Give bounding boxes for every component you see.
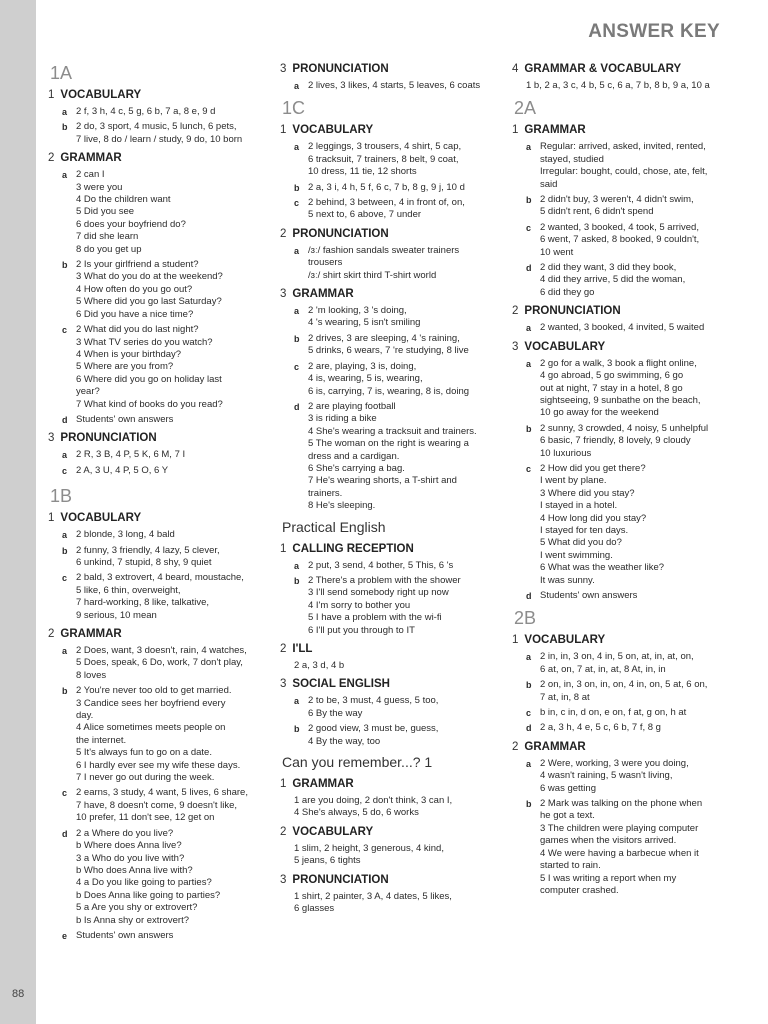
section-title: GRAMMAR	[524, 124, 586, 137]
section-number: 3	[280, 63, 287, 75]
answer-item	[294, 197, 496, 222]
section-heading	[48, 151, 264, 166]
section-heading	[280, 825, 496, 840]
answer-section	[280, 62, 496, 92]
section-title: PRONUNCIATION	[292, 873, 389, 886]
page-title: ANSWER KEY	[588, 21, 720, 42]
item-label: b	[526, 680, 532, 691]
item-text: b in, c in, d on, e on, f at, g on, h at	[540, 707, 687, 719]
unit-heading: 1C	[282, 98, 306, 119]
item-text: 2 good view, 3 must be, guess, 4 By the way, too	[308, 723, 439, 747]
item-label: d	[526, 263, 532, 274]
item-text: 2 wanted, 3 booked, 4 took, 5 arrived, 6 went, 7 asked, 8 booked, 9 couldn't, 10 went	[540, 221, 700, 258]
section-number: 3	[280, 678, 287, 691]
item-text: 2 Does, want, 3 doesn't, rain, 4 watches, 5 Does, speak, 6 Do, work, 7 don't play, 8 loves	[76, 645, 247, 681]
section-title: VOCABULARY	[524, 634, 606, 647]
answer-item	[526, 358, 726, 420]
section-heading	[280, 873, 496, 888]
answer-item	[526, 707, 726, 719]
item-text: /ɜː/ fashion sandals sweater trainers trousers /ɜː/ shirt skirt third T-shirt world	[308, 244, 460, 281]
section-heading	[512, 62, 726, 77]
item-label: c	[526, 708, 532, 719]
answer-section	[512, 740, 726, 897]
answer-item	[294, 361, 496, 398]
item-label: b	[62, 260, 68, 271]
answer-section	[512, 304, 726, 334]
answer-item	[294, 560, 496, 572]
answer-item	[294, 245, 496, 282]
section-title: PRONUNCIATION	[60, 432, 157, 445]
item-text: 2 to be, 3 must, 4 guess, 5 too, 6 By the way	[308, 695, 439, 719]
answer-item	[526, 463, 726, 587]
answer-section	[48, 431, 264, 477]
section-title: GRAMMAR	[60, 628, 122, 640]
answer-section	[48, 151, 264, 426]
answer-section	[280, 287, 496, 513]
answer-item	[526, 194, 726, 219]
item-text: 2 behind, 3 between, 4 in front of, on, 5 next to, 6 above, 7 under	[308, 197, 465, 221]
answer-section	[280, 642, 496, 672]
item-text: Students' own answers	[540, 590, 638, 601]
item-text: 2 are, playing, 3 is, doing, 4 is, wearing, 5 is, wearing, 6 is, carrying, 7 is, wearing, 8 is, doing	[308, 360, 470, 397]
item-label: c	[526, 463, 532, 474]
answer-section	[512, 340, 726, 603]
answer-item	[526, 141, 726, 191]
item-label: a	[526, 358, 532, 369]
section-title: VOCABULARY	[60, 512, 142, 525]
item-label: a	[294, 696, 300, 707]
item-text: 2 You're never too old to get married. 3 Candice sees her boyfriend every day. 4 Alice sometimes meets people on the internet. 5 It's always fun to go on a date. 6 I hardly ever see my wife these days. 7 I never go out during the week.	[76, 685, 241, 784]
item-label: c	[62, 788, 68, 799]
section-number: 3	[48, 432, 55, 445]
section-number: 3	[280, 873, 287, 886]
section-heading	[512, 740, 726, 755]
item-text: 2 in, in, 3 on, 4 in, 5 on, at, in, at, on, 6 at, on, 7 at, in, at, 8 At, in, in	[540, 651, 694, 675]
item-label: c	[62, 465, 68, 476]
item-text: 2 didn't buy, 3 weren't, 4 didn't swim, 5 didn't rent, 6 didn't spend	[540, 194, 694, 218]
section-heading	[48, 511, 264, 526]
item-text: Students' own answers	[76, 413, 174, 425]
answer-item	[62, 930, 264, 942]
answer-section	[512, 123, 726, 299]
answer-item	[294, 80, 496, 92]
item-label: a	[294, 81, 300, 91]
answer-item	[294, 723, 496, 748]
item-label: a	[62, 646, 68, 656]
section-number: 2	[48, 628, 55, 640]
section-heading	[280, 62, 496, 77]
item-text: 2 go for a walk, 3 book a flight online, 4 go abroad, 5 go swimming, 6 go out at night, 7 stay in a hotel, 8 go sightseeing, 9 sunbathe on the beach, 10 go away for the weekend	[540, 357, 701, 419]
item-text: 2 There's a problem with the shower 3 I'll send somebody right up now 4 I'm sorry to bother you 5 I have a problem with the wi-fi 6 I'll put you through to IT	[308, 574, 461, 636]
column-2	[280, 62, 496, 920]
answer-item	[526, 679, 726, 704]
answer-section	[280, 873, 496, 916]
item-label: a	[294, 245, 300, 256]
answer-item	[62, 324, 264, 411]
item-text: 2 bald, 3 extrovert, 4 beard, moustache, 5 like, 6 thin, overweight, 7 hard-working, 8 like, talkative, 9 serious, 10 mean	[76, 572, 244, 621]
answer-item	[526, 722, 726, 734]
section-heading	[280, 227, 496, 242]
item-text: 2 can I 3 were you 4 Do the children want 5 Did you see 6 does your boyfriend do? 7 did she learn 8 do you get up	[76, 169, 186, 255]
answer-item	[62, 572, 264, 622]
item-text: 2 a, 3 i, 4 h, 5 f, 6 c, 7 b, 8 g, 9 j, 10 d	[308, 181, 465, 193]
page-number: 88	[12, 988, 25, 1000]
answer-section	[280, 542, 496, 637]
section-number: 2	[512, 305, 519, 318]
item-text: Students' own answers	[76, 929, 174, 941]
item-label: e	[62, 930, 68, 941]
section-heading	[280, 642, 496, 657]
item-label: b	[294, 182, 300, 193]
answer-section	[48, 88, 264, 146]
answer-item	[62, 106, 264, 118]
item-text: 2 lives, 3 likes, 4 starts, 5 leaves, 6 coats	[308, 80, 481, 91]
unit-heading: 1A	[50, 63, 73, 83]
item-text: 2 a Where do you live? b Where does Anna live? 3 a Who do you live with? b Who does Anna live with? 4 a Do you like going to parties? b Does Anna like going to parties? 5 a Are you shy or extrovert? b Is Anna shy or extrovert?	[76, 827, 221, 926]
section-title: VOCABULARY	[60, 89, 142, 101]
section-title: CALLING RECEPTION	[292, 542, 414, 555]
answer-item	[62, 645, 264, 682]
section-title: PRONUNCIATION	[292, 227, 389, 240]
section-title: GRAMMAR	[292, 288, 354, 301]
section-number: 2	[280, 227, 287, 240]
item-text: 2 blonde, 3 long, 4 bald	[76, 529, 175, 541]
item-text: 2 do, 3 sport, 4 music, 5 lunch, 6 pets, 7 live, 8 do / learn / study, 9 do, 10 born	[76, 121, 243, 145]
section-number: 2	[280, 643, 287, 655]
section-heading	[48, 627, 264, 642]
item-label: d	[62, 414, 68, 425]
unit-heading: 1B	[50, 486, 73, 507]
answer-item	[526, 222, 726, 259]
item-label: b	[62, 122, 68, 133]
section-heading	[512, 304, 726, 319]
item-label: b	[62, 686, 68, 697]
section-heading	[48, 431, 264, 446]
answer-item	[526, 423, 726, 460]
item-label: a	[526, 758, 532, 769]
answer-text: 1 b, 2 a, 3 c, 4 b, 5 c, 6 a, 7 b, 8 b, 9 a, 10 a	[526, 80, 710, 91]
answer-item	[526, 758, 726, 795]
item-label: b	[294, 724, 300, 735]
section-title: SOCIAL ENGLISH	[292, 678, 390, 691]
item-label: a	[62, 530, 68, 541]
section-heading	[280, 677, 496, 692]
item-text: 2 R, 3 B, 4 P, 5 K, 6 M, 7 I	[76, 449, 186, 461]
answer-text: 1 shirt, 2 painter, 3 A, 4 dates, 5 likes, 6 glasses	[294, 890, 452, 915]
section-number: 3	[280, 288, 287, 301]
answer-item	[294, 333, 496, 358]
section-number: 4	[512, 63, 519, 75]
item-text: 2 A, 3 U, 4 P, 5 O, 6 Y	[76, 464, 169, 476]
answer-item	[62, 787, 264, 824]
answer-item	[526, 262, 726, 299]
item-text: 2 on, in, 3 on, in, on, 4 in, on, 5 at, 6 on, 7 at, in, 8 at	[540, 679, 708, 703]
answer-item	[526, 322, 726, 334]
item-label: c	[294, 198, 300, 209]
section-title: VOCABULARY	[292, 825, 374, 838]
item-text: 2 sunny, 3 crowded, 4 noisy, 5 unhelpful 6 basic, 7 friendly, 8 lovely, 9 cloudy 10 luxurious	[540, 422, 709, 459]
item-text: 2 are playing football 3 is riding a bike 4 She's wearing a tracksuit and trainers. 5 The woman on the right is wearing a dress and a cardigan. 6 She's carrying a bag. 7 He's wearing shorts, a T-shirt and trainers. 8 He's sleeping.	[308, 400, 477, 512]
answer-item	[62, 545, 264, 570]
item-text: 2 'm looking, 3 's doing, 4 's wearing, 5 isn't smiling	[308, 305, 421, 329]
section-heading	[512, 633, 726, 648]
item-text: 2 drives, 3 are sleeping, 4 's raining, 5 drinks, 6 wears, 7 're studying, 8 live	[308, 332, 469, 357]
item-label: a	[62, 107, 68, 117]
answer-text: 1 are you doing, 2 don't think, 3 can I, 4 She's always, 5 do, 6 works	[294, 795, 453, 819]
answer-item	[526, 590, 726, 602]
answer-item	[294, 305, 496, 330]
item-text: 2 did they want, 3 did they book, 4 did they arrive, 5 did the woman, 6 did they go	[540, 262, 686, 298]
item-label: d	[294, 401, 300, 412]
item-text: 2 What did you do last night? 3 What TV series do you watch? 4 When is your birthday? 5 Where are you from? 6 Where did you go on holiday last year? 7 What kind of books do you read?	[76, 324, 223, 410]
section-number: 2	[48, 152, 55, 165]
section-number: 3	[512, 340, 519, 353]
item-text: 2 Is your girlfriend a student? 3 What do you do at the weekend? 4 How often do you go out? 5 Where did you go last Saturday? 6 Did you have a nice time?	[76, 259, 223, 320]
answer-item	[294, 401, 496, 513]
section-number: 2	[280, 825, 287, 838]
item-label: b	[62, 545, 68, 556]
section-heading	[280, 287, 496, 302]
section-title: GRAMMAR	[60, 152, 122, 165]
answer-section	[280, 677, 496, 748]
answer-item	[62, 414, 264, 426]
section-number: 1	[48, 89, 55, 101]
answer-item	[62, 259, 264, 321]
unit-heading: 2A	[514, 98, 537, 119]
item-label: a	[62, 450, 68, 461]
section-number: 2	[512, 740, 519, 753]
item-label: a	[294, 142, 300, 153]
page-margin-strip	[0, 0, 36, 1024]
answer-item	[294, 141, 496, 178]
answer-section	[512, 633, 726, 734]
section-number: 1	[512, 634, 519, 647]
answer-item	[526, 798, 726, 897]
answer-item	[62, 121, 264, 146]
answer-section	[280, 227, 496, 282]
section-heading	[280, 542, 496, 557]
answer-item	[62, 449, 264, 461]
item-text: 2 put, 3 send, 4 bother, 5 This, 6 's	[308, 559, 454, 571]
subsection-heading: Practical English	[282, 518, 386, 535]
section-heading	[512, 340, 726, 355]
section-title: VOCABULARY	[292, 124, 374, 137]
item-text: 2 funny, 3 friendly, 4 lazy, 5 clever, 6 unkind, 7 stupid, 8 shy, 9 quiet	[76, 544, 220, 568]
section-title: I'LL	[292, 643, 313, 655]
column-1	[48, 62, 264, 947]
answer-item	[62, 465, 264, 477]
section-number: 1	[48, 512, 55, 525]
item-text: 2 earns, 3 study, 4 want, 5 lives, 6 share, 7 have, 8 doesn't come, 9 doesn't like, 10 prefer, 11 don't see, 12 get on	[76, 787, 248, 824]
item-label: b	[526, 799, 532, 810]
item-text: 2 a, 3 h, 4 e, 5 c, 6 b, 7 f, 8 g	[540, 722, 661, 734]
item-label: d	[62, 828, 68, 839]
answer-text: 1 slim, 2 height, 3 generous, 4 kind, 5 jeans, 6 tights	[294, 842, 444, 867]
section-number: 1	[280, 778, 287, 791]
answer-item	[62, 828, 264, 927]
item-text: 2 Mark was talking on the phone when he got a text. 3 The children were playing computer games when the visitors arrived. 4 We were having a barbecue when it started to rain. 5 I was writing a report when my computer crashed.	[540, 798, 703, 896]
section-heading	[280, 123, 496, 138]
item-label: b	[294, 333, 300, 344]
item-label: a	[526, 142, 532, 153]
answer-item	[294, 695, 496, 720]
item-text: 2 leggings, 3 trousers, 4 shirt, 5 cap, 6 tracksuit, 7 trainers, 8 belt, 9 coat, 10 dress, 11 tie, 12 shorts	[308, 141, 462, 178]
item-label: a	[526, 323, 532, 334]
answer-section	[512, 62, 726, 92]
item-label: d	[526, 723, 532, 734]
item-text: 2 How did you get there? I went by plane. 3 Where did you stay? I stayed in a hotel. 4 How long did you stay? I stayed for ten days. 5 What did you do? I went swimming. 6 What was the weather like? It was sunny.	[540, 462, 665, 586]
section-heading	[48, 88, 264, 103]
item-label: a	[62, 170, 68, 181]
answer-section	[280, 825, 496, 868]
answer-item	[526, 651, 726, 676]
section-title: GRAMMAR	[292, 778, 354, 791]
answer-item	[62, 169, 264, 256]
section-title: GRAMMAR	[524, 740, 586, 753]
item-label: c	[62, 325, 68, 336]
column-3	[512, 62, 726, 902]
item-label: a	[526, 652, 532, 663]
subsection-heading: Can you remember...? 1	[282, 754, 433, 771]
section-heading	[512, 123, 726, 138]
item-text: 2 wanted, 3 booked, 4 invited, 5 waited	[540, 322, 705, 334]
item-label: a	[294, 560, 300, 571]
item-label: b	[526, 423, 532, 434]
section-title: PRONUNCIATION	[292, 63, 389, 75]
section-heading	[280, 777, 496, 792]
section-number: 1	[280, 542, 287, 555]
section-title: PRONUNCIATION	[524, 305, 621, 318]
item-text: 2 Were, working, 3 were you doing, 4 wasn't raining, 5 wasn't living, 6 was getting	[540, 757, 689, 794]
item-label: b	[294, 575, 300, 586]
item-label: b	[526, 195, 532, 206]
item-text: 2 f, 3 h, 4 c, 5 g, 6 b, 7 a, 8 e, 9 d	[76, 106, 216, 117]
answer-section	[280, 123, 496, 221]
section-title: GRAMMAR & VOCABULARY	[524, 63, 682, 75]
answer-item	[62, 529, 264, 541]
answer-text: 2 a, 3 d, 4 b	[294, 660, 345, 671]
answer-item	[294, 182, 496, 194]
answer-section	[280, 777, 496, 820]
item-label: a	[294, 306, 300, 317]
section-number: 1	[512, 124, 519, 137]
answer-item	[62, 685, 264, 784]
answer-section	[48, 511, 264, 622]
answer-item	[294, 575, 496, 637]
item-text: Regular: arrived, asked, invited, rented, stayed, studied Irregular: bought, could, chose, ate, felt, said	[540, 141, 708, 190]
item-label: c	[526, 222, 532, 233]
section-number: 1	[280, 124, 287, 137]
unit-heading: 2B	[514, 608, 537, 629]
section-title: VOCABULARY	[524, 340, 606, 353]
answer-section	[48, 627, 264, 942]
item-label: c	[62, 573, 68, 584]
item-label: c	[294, 361, 300, 372]
item-label: d	[526, 591, 532, 601]
